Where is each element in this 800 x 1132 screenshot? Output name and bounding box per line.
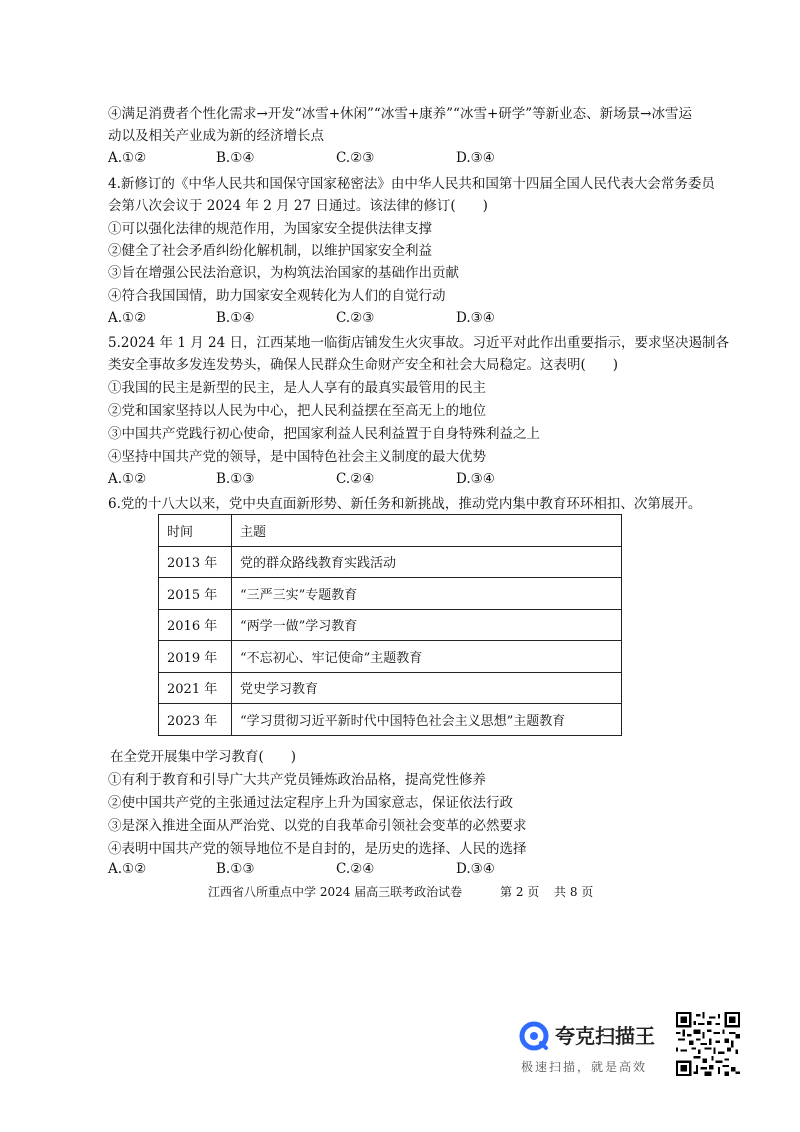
table-row — [159, 704, 622, 736]
qr-code-icon — [676, 1012, 740, 1076]
page-footer — [208, 883, 594, 900]
table-row — [159, 672, 622, 704]
q3-item-4-line2: 动以及相关产业成为新的经济增长点 — [108, 128, 324, 144]
watermark-slogan: 极速扫描，就是高效 — [521, 1060, 648, 1074]
table-cell-year: 2023 年 — [159, 704, 232, 736]
scanner-watermark — [519, 1018, 669, 1078]
q6-option-d: D.③④ — [456, 861, 495, 877]
q4-option-b: B.①④ — [216, 310, 255, 326]
table-row — [159, 609, 622, 641]
q3-option-c: C.②③ — [336, 150, 375, 166]
table-cell-topic: 党的群众路线教育实践活动 — [232, 546, 622, 578]
q5-item-1: ①我国的民主是新型的民主，是人人享有的最真实最管用的民主 — [108, 380, 486, 396]
q5-stem-line1: 5.2024 年 1 月 24 日，江西某地一临街店铺发生火灾事故。习近平对此作出重要指示，要求坚决遏制各 — [108, 335, 729, 351]
q4-option-a: A.①② — [108, 310, 147, 326]
q5-options — [108, 471, 668, 491]
table-header-row — [159, 515, 622, 547]
q5-option-c: C.②④ — [336, 471, 375, 487]
q5-item-4: ④坚持中国共产党的领导，是中国特色社会主义制度的最大优势 — [108, 449, 486, 465]
q5-option-d: D.③④ — [456, 471, 495, 487]
table-cell-year: 2021 年 — [159, 672, 232, 704]
education-topics-table — [158, 514, 622, 736]
q4-item-1: ①可以强化法律的规范作用，为国家安全提供法律支撑 — [108, 221, 432, 237]
table-row — [159, 578, 622, 610]
q4-stem-line2: 会第八次会议于 2024 年 2 月 27 日通过。该法律的修订( ) — [108, 198, 488, 214]
q6-item-4: ④表明中国共产党的领导地位不是自封的，是历史的选择、人民的选择 — [108, 841, 527, 857]
q6-item-1: ①有利于教育和引导广大共产党员锤炼政治品格，提高党性修养 — [108, 772, 486, 788]
quark-logo-icon — [519, 1021, 549, 1051]
q6-item-2: ②使中国共产党的主张通过法定程序上升为国家意志，保证依法行政 — [108, 795, 513, 811]
footer-page-number: 第 2 页 — [500, 885, 540, 899]
q4-item-4: ④符合我国国情，助力国家安全观转化为人们的自觉行动 — [108, 288, 446, 304]
watermark-brand-name: 夸克扫描王 — [555, 1024, 655, 1048]
q6-option-b: B.①③ — [216, 861, 255, 877]
q5-item-3: ③中国共产党践行初心使命，把国家利益人民利益置于自身特殊利益之上 — [108, 426, 540, 442]
footer-exam-title: 江西省八所重点中学 2024 届高三联考政治试卷 — [208, 885, 463, 899]
q3-option-b: B.①④ — [216, 150, 255, 166]
q6-stem: 6.党的十八大以来，党中央直面新形势、新任务和新挑战，推动党内集中教育环环相扣、次第展开。 — [108, 496, 702, 512]
table-row — [159, 641, 622, 673]
q6-option-a: A.①② — [108, 861, 147, 877]
table-cell-topic: “不忘初心、牢记使命”主题教育 — [232, 641, 622, 673]
q3-item-4-line1: ④满足消费者个性化需求→开发“冰雪+休闲”“冰雪+康养”“冰雪+研学”等新业态、新场景→冰雪运 — [108, 106, 692, 122]
table-header-topic: 主题 — [232, 515, 622, 547]
q6-item-3: ③是深入推进全面从严治党、以党的自我革命引领社会变革的必然要求 — [108, 818, 527, 834]
q4-item-2: ②健全了社会矛盾纠纷化解机制，以维护国家安全利益 — [108, 243, 432, 259]
table-cell-year: 2016 年 — [159, 609, 232, 641]
table-cell-year: 2015 年 — [159, 578, 232, 610]
q4-item-3: ③旨在增强公民法治意识，为构筑法治国家的基础作出贡献 — [108, 265, 459, 281]
table-cell-year: 2013 年 — [159, 546, 232, 578]
q4-options — [108, 310, 668, 330]
table-header-time: 时间 — [159, 515, 232, 547]
table-cell-topic: “学习贯彻习近平新时代中国特色社会主义思想”主题教育 — [232, 704, 622, 736]
q3-option-a: A.①② — [108, 150, 147, 166]
table-cell-topic: 党史学习教育 — [232, 672, 622, 704]
q3-options — [108, 150, 668, 170]
q4-option-c: C.②③ — [336, 310, 375, 326]
q4-option-d: D.③④ — [456, 310, 495, 326]
table-cell-topic: “两学一做”学习教育 — [232, 609, 622, 641]
q5-option-b: B.①③ — [216, 471, 255, 487]
table-cell-topic: “三严三实”专题教育 — [232, 578, 622, 610]
q6-lead: 在全党开展集中学习教育( ) — [110, 749, 297, 765]
q3-option-d: D.③④ — [456, 150, 495, 166]
q6-options — [108, 861, 668, 881]
q6-option-c: C.②④ — [336, 861, 375, 877]
q5-option-a: A.①② — [108, 471, 147, 487]
footer-total-pages: 共 8 页 — [554, 885, 594, 899]
table-row — [159, 546, 622, 578]
q4-stem-line1: 4.新修订的《中华人民共和国保守国家秘密法》由中华人民共和国第十四届全国人民代表大会常务委员 — [108, 176, 715, 192]
table-cell-year: 2019 年 — [159, 641, 232, 673]
q5-stem-line2: 类安全事故多发连发势头，确保人民群众生命财产安全和社会大局稳定。这表明( ) — [108, 357, 619, 373]
q5-item-2: ②党和国家坚持以人民为中心，把人民利益摆在至高无上的地位 — [108, 403, 486, 419]
